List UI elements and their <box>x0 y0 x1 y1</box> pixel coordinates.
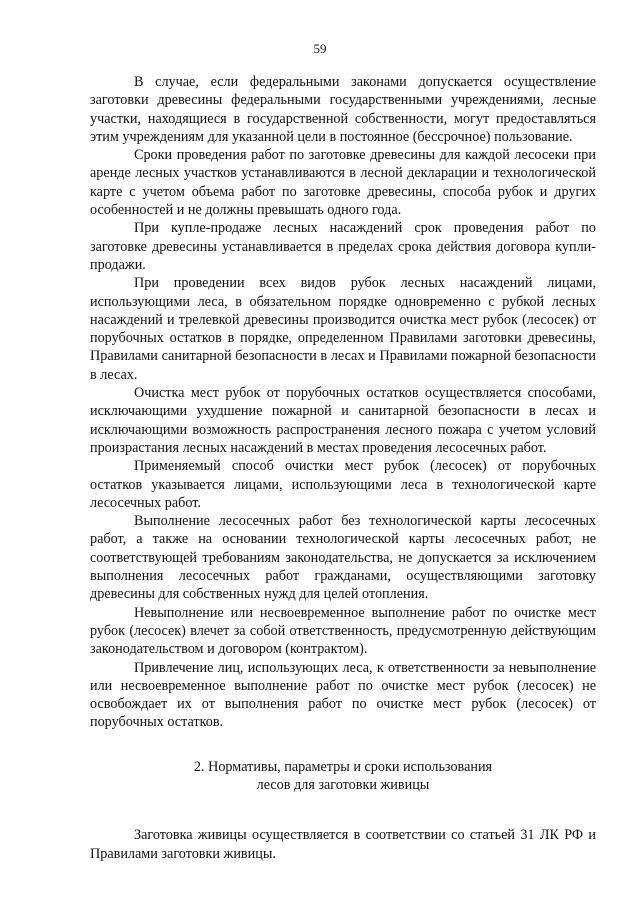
paragraph: Сроки проведения работ по заготовке древесины для каждой лесосеки при аренде лесных участков устанавливаются в лесной декларации и технологической карте с учетом объема работ по заготовке древесины, способа рубок и других особенностей и не должны превышать одного года. <box>90 147 596 219</box>
paragraph: Применяемый способ очистки мест рубок (лесосек) от порубочных остатков указывается лицами, использующими леса в технологической карте лесосечных работ. <box>90 458 596 511</box>
paragraph: Невыполнение или несвоевременное выполнение работ по очистке мест рубок (лесосек) влечет за собой ответственность, предусмотренную действующим законодательством и договором (контрактом). <box>90 604 596 658</box>
paragraph: При купле-продаже лесных насаждений срок проведения работ по заготовке древесины устанавливается в пределах срока действия договора купли-продажи. <box>90 220 596 273</box>
section-heading-line: лесов для заготовки живицы <box>256 776 430 793</box>
paragraph: В случае, если федеральными законами допускается осуществление заготовки древесины федеральными государственными учреждениями, лесные участки, находящиеся в государственной собственности, могут предоставляться этим учреждениям для указанной цели в постоянное (бессрочное) пользование. <box>90 74 596 145</box>
paragraph: Очистка мест рубок от порубочных остатков осуществляется способами, исключающими ухудшение пожарной и санитарной безопасности в лесах и исключающими возможность распространения лесного пожара с учетом условий произрастания лесных насаждений в местах проведения лесосечных работ. <box>90 385 596 456</box>
paragraph: Выполнение лесосечных работ без технологической карты лесосечных работ, а также на основании технологической карты лесосечных работ, не соответствующей требованиям законодательства, не допускается за исключением выполнения лесосечных работ гражданами, осуществляющими заготовку древесины для собственных нужд для целей отопления. <box>90 513 596 603</box>
document-body <box>90 73 596 863</box>
paragraph: Привлечение лиц, использующих леса, к ответственности за невыполнение или несвоевременное выполнение работ по очистке мест рубок (лесосек) не освобождает их от выполнения работ по очистке мест рубок (лесосек) от порубочных остатков. <box>90 659 596 731</box>
paragraph: При проведении всех видов рубок лесных насаждений лицами, использующими леса, в обязательном порядке одновременно с рубкой лесных насаждений и трелевкой древесины производится очистка мест рубок (лесосек) от порубочных остатков в порядке, определенном Правилами заготовки древесины, Правилами санитарной безопасности в лесах и Правилами пожарной безопасности в лесах. <box>90 275 596 383</box>
page-number: 59 <box>313 41 327 56</box>
section-heading-line: 2. Нормативы, параметры и сроки использования <box>193 758 493 775</box>
section-heading <box>90 758 596 795</box>
paragraph: Заготовка живицы осуществляется в соответствии со статьей 31 ЛК РФ и Правилами заготовки живицы. <box>90 827 596 862</box>
